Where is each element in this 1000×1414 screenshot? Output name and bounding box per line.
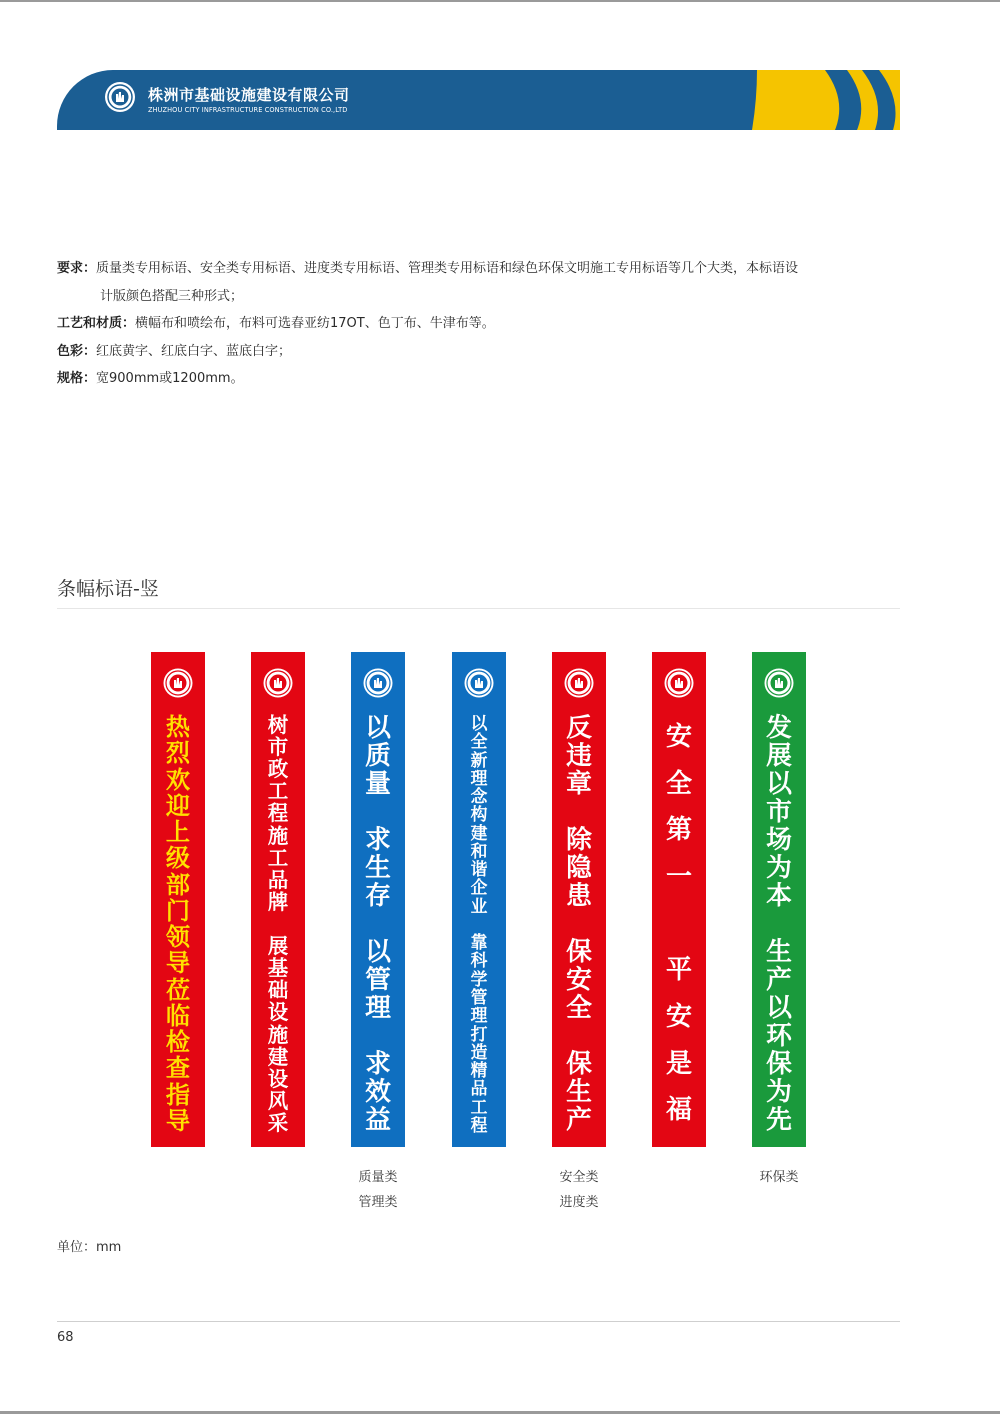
banner-environment	[752, 652, 806, 1147]
banner-emblem-icon	[263, 668, 293, 702]
header-bar	[57, 70, 900, 130]
caption-line: 环保类	[759, 1170, 799, 1185]
color-label: 色彩：	[57, 343, 97, 359]
banner-slogan: 树 市 政 工 程 施 工 品 牌 展 基 础 设 施 建 设 风 采	[267, 713, 289, 1135]
banner-emblem-icon	[764, 668, 794, 702]
caption-green-group	[739, 1165, 819, 1190]
banner-emblem-icon	[363, 668, 393, 702]
caption-red-group	[539, 1165, 619, 1215]
banner-emblem-icon	[664, 668, 694, 702]
company-name-en: ZHUZHOU CITY INFRASTRUCTURE CONSTRUCTION CO.,LTD	[148, 106, 348, 114]
caption-line: 进度类	[559, 1195, 599, 1210]
spec-label: 规格：	[57, 371, 97, 386]
banner-slogan: 以 全 新 理 念 构 建 和 谐 企 业 靠 科 学 管 理 打 造 精 品 工 程	[470, 713, 488, 1135]
spec-row	[57, 365, 917, 393]
craft-label: 工艺和材质：	[57, 316, 136, 331]
section-title: 条幅标语-竖	[57, 578, 159, 600]
requirement-row	[57, 255, 917, 283]
banner-slogan: 发 展 以 市 场 为 本 生 产 以 环 保 为 先	[766, 713, 792, 1135]
banner-management	[452, 652, 506, 1147]
footer-divider	[57, 1321, 900, 1322]
caption-line: 质量类	[358, 1170, 398, 1185]
requirement-text-cont: 计版颜色搭配三种形式；	[100, 288, 244, 304]
banner-slogan: 反 违 章 除 隐 患 保 安 全 保 生 产	[566, 713, 592, 1135]
requirement-text: 质量类专用标语、安全类专用标语、进度类专用标语、管理类专用标语和绿色环保文明施工专用标语等几个大类，本标语设	[96, 261, 799, 276]
banner-quality	[351, 652, 405, 1147]
color-text: 红底黄字、红底白字、蓝底白字；	[96, 343, 292, 359]
requirement-label: 要求：	[57, 261, 97, 276]
page-header	[57, 70, 900, 130]
requirement-row-cont	[57, 283, 917, 311]
spec-text: 宽900mm或1200mm。	[96, 371, 244, 386]
requirements-block	[57, 255, 917, 393]
craft-text: 横幅布和喷绘布，布料可选春亚纺17OT、色丁布、牛津布等。	[135, 316, 495, 331]
banner-safety	[552, 652, 606, 1147]
banner-emblem-icon	[163, 668, 193, 702]
caption-blue-group	[338, 1165, 418, 1215]
craft-row	[57, 310, 917, 338]
banner-safety-first	[652, 652, 706, 1147]
caption-line: 安全类	[559, 1170, 599, 1185]
top-border	[0, 0, 1000, 2]
banner-welcome	[151, 652, 205, 1147]
banner-brand	[251, 652, 305, 1147]
color-row	[57, 338, 917, 366]
banner-emblem-icon	[564, 668, 594, 702]
banner-slogan: 热 烈 欢 迎 上 级 部 门 领 导 莅 临 检 查 指 导	[165, 713, 191, 1135]
unit-note: 单位：mm	[57, 1240, 122, 1255]
company-emblem-icon	[105, 82, 135, 112]
company-name-cn: 株洲市基础设施建设有限公司	[148, 86, 350, 104]
caption-line: 管理类	[358, 1195, 398, 1210]
section-divider	[57, 608, 900, 609]
page-number: 68	[57, 1330, 74, 1345]
banner-emblem-icon	[464, 668, 494, 702]
banner-slogan: 安 全 第 一 平 安 是 福	[665, 722, 692, 1126]
banner-slogan: 以 质 量 求 生 存 以 管 理 求 效 益	[365, 713, 391, 1135]
